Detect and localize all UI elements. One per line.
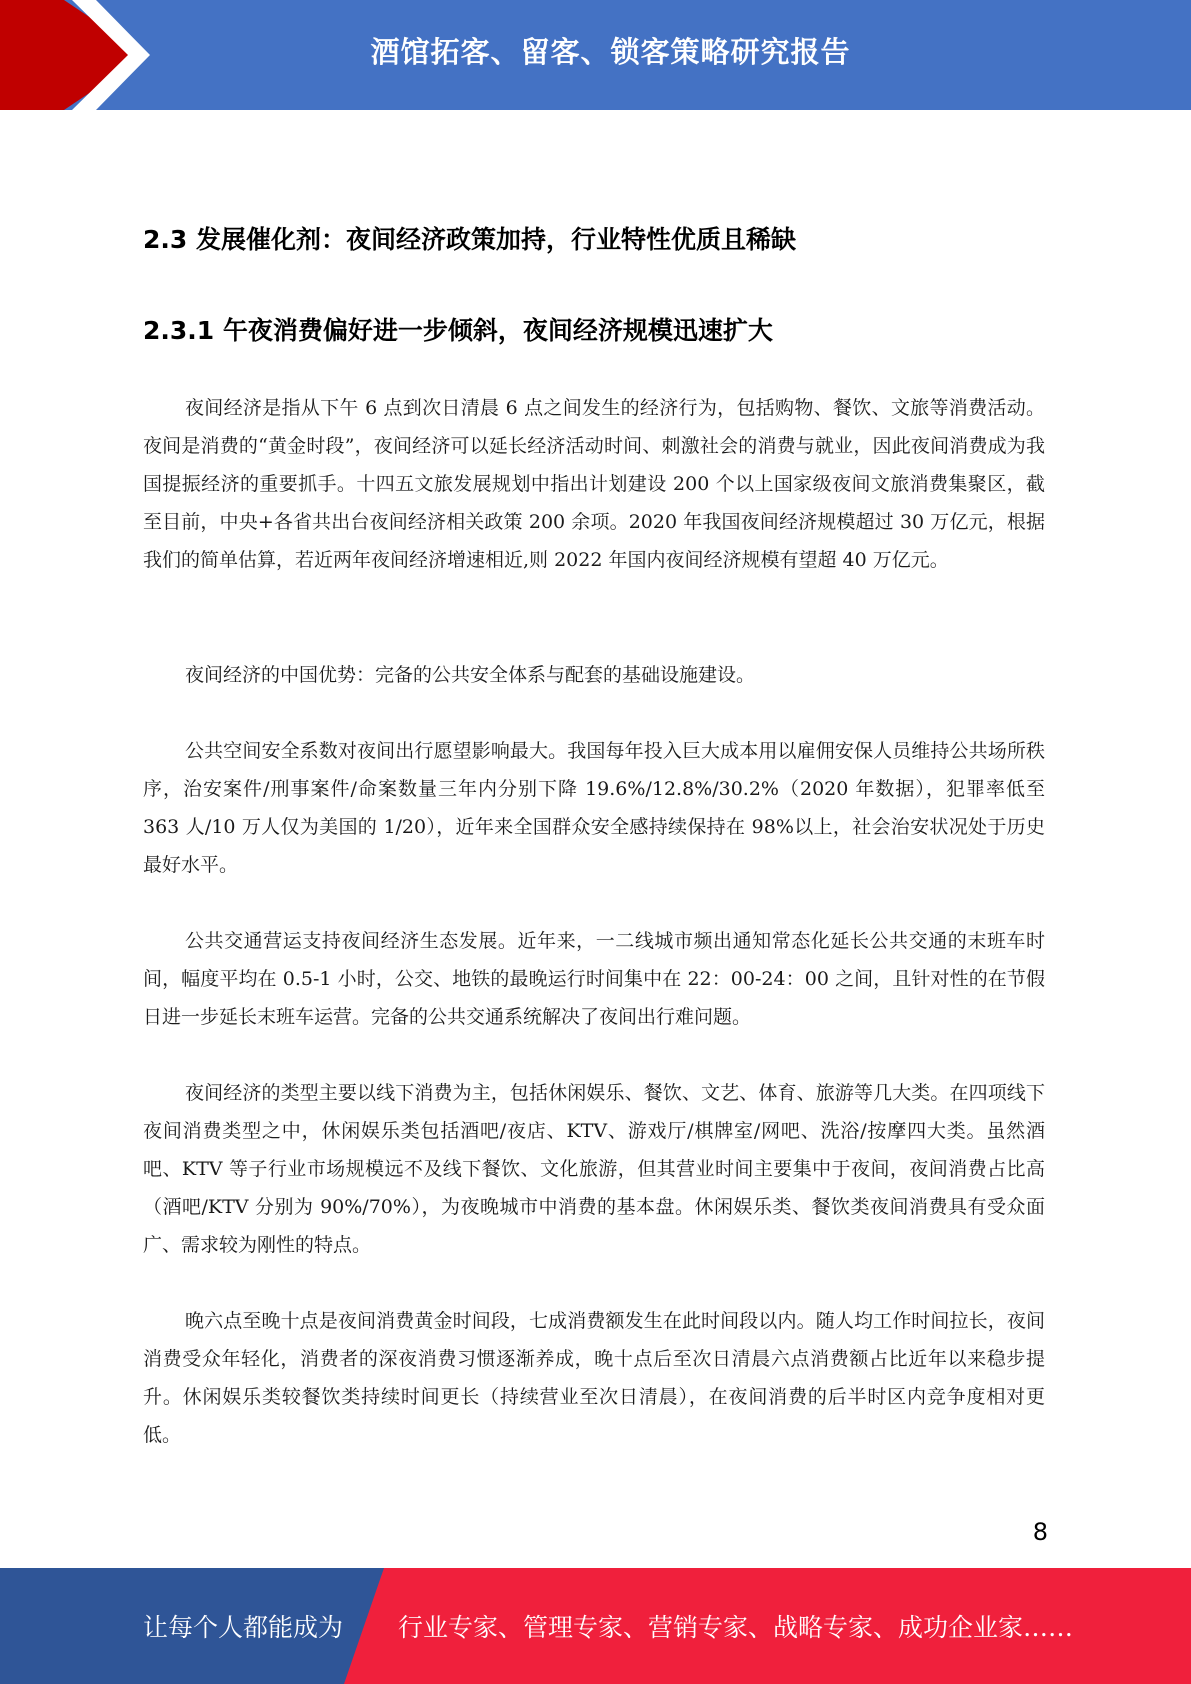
subsection-heading: 2.3.1 午夜消费偏好进一步倾斜，夜间经济规模迅速扩大 bbox=[143, 316, 773, 345]
paragraph-public-safety: 公共空间安全系数对夜间出行愿望影响最大。我国每年投入巨大成本用以雇佣安保人员维持公共场所秩序，治安案件/刑事案件/命案数量三年内分别下降 19.6%/12.8%/30.2%（2020 年数据），犯罪率低至 363 人/10 万人仅为美国的 1/20），近年来全国群众安全感持续保持在 98%以上，社会治安状况处于历史最好水平。 bbox=[143, 740, 1045, 876]
paragraph-golden-hours: 晚六点至晚十点是夜间消费黄金时间段，七成消费额发生在此时间段以内。随人均工作时间拉长，夜间消费受众年轻化，消费者的深夜消费习惯逐渐养成，晚十点后至次日清晨六点消费额占比近年以来稳步提升。休闲娱乐类较餐饮类持续时间更长（持续营业至次日清晨），在夜间消费的后半时区内竞争度相对更低。 bbox=[143, 1310, 1045, 1446]
paragraph-china-advantage: 夜间经济的中国优势：完备的公共安全体系与配套的基础设施建设。 bbox=[185, 664, 756, 686]
paragraph-public-transport: 公共交通营运支持夜间经济生态发展。近年来，一二线城市频出通知常态化延长公共交通的末班车时间，幅度平均在 0.5-1 小时，公交、地铁的最晚运行时间集中在 22：00-24：00 之间，且针对性的在节假日进一步延长末班车运营。完备的公共交通系统解决了夜间出行难问题。 bbox=[143, 930, 1045, 1028]
section-heading: 2.3 发展催化剂：夜间经济政策加持，行业特性优质且稀缺 bbox=[143, 225, 796, 254]
page-header bbox=[0, 0, 1191, 110]
paragraph-consumption-types: 夜间经济的类型主要以线下消费为主，包括休闲娱乐、餐饮、文艺、体育、旅游等几大类。在四项线下夜间消费类型之中，休闲娱乐类包括酒吧/夜店、KTV、游戏厅/棋牌室/网吧、洗浴/按摩四大类。虽然酒吧、KTV 等子行业市场规模远不及线下餐饮、文化旅游，但其营业时间主要集中于夜间，夜间消费占比高（酒吧/KTV 分别为 90%/70%），为夜晚城市中消费的基本盘。休闲娱乐类、餐饮类夜间消费具有受众面广、需求较为刚性的特点。 bbox=[143, 1082, 1045, 1256]
paragraph-night-economy-definition: 夜间经济是指从下午 6 点到次日清晨 6 点之间发生的经济行为，包括购物、餐饮、文旅等消费活动。夜间是消费的“黄金时段”，夜间经济可以延长经济活动时间、刺激社会的消费与就业，因此夜间消费成为我国提振经济的重要抓手。十四五文旅发展规划中指出计划建设 200 个以上国家级夜间文旅消费集聚区，截至目前，中央+各省共出台夜间经济相关政策 200 余项。2020 年我国夜间经济规模超过 30 万亿元，根据我们的简单估算，若近两年夜间经济增速相近,则 2022 年国内夜间经济规模有望超 40 万亿元。 bbox=[143, 397, 1045, 571]
report-title: 酒馆拓客、留客、锁客策略研究报告 bbox=[370, 35, 851, 69]
page-footer bbox=[0, 1568, 1191, 1684]
footer-slogan-left: 让每个人都能成为 bbox=[143, 1613, 344, 1642]
page-number: 8 bbox=[1032, 1518, 1048, 1546]
footer-slogan-right: 行业专家、管理专家、营销专家、战略专家、成功企业家…… bbox=[398, 1613, 1074, 1642]
